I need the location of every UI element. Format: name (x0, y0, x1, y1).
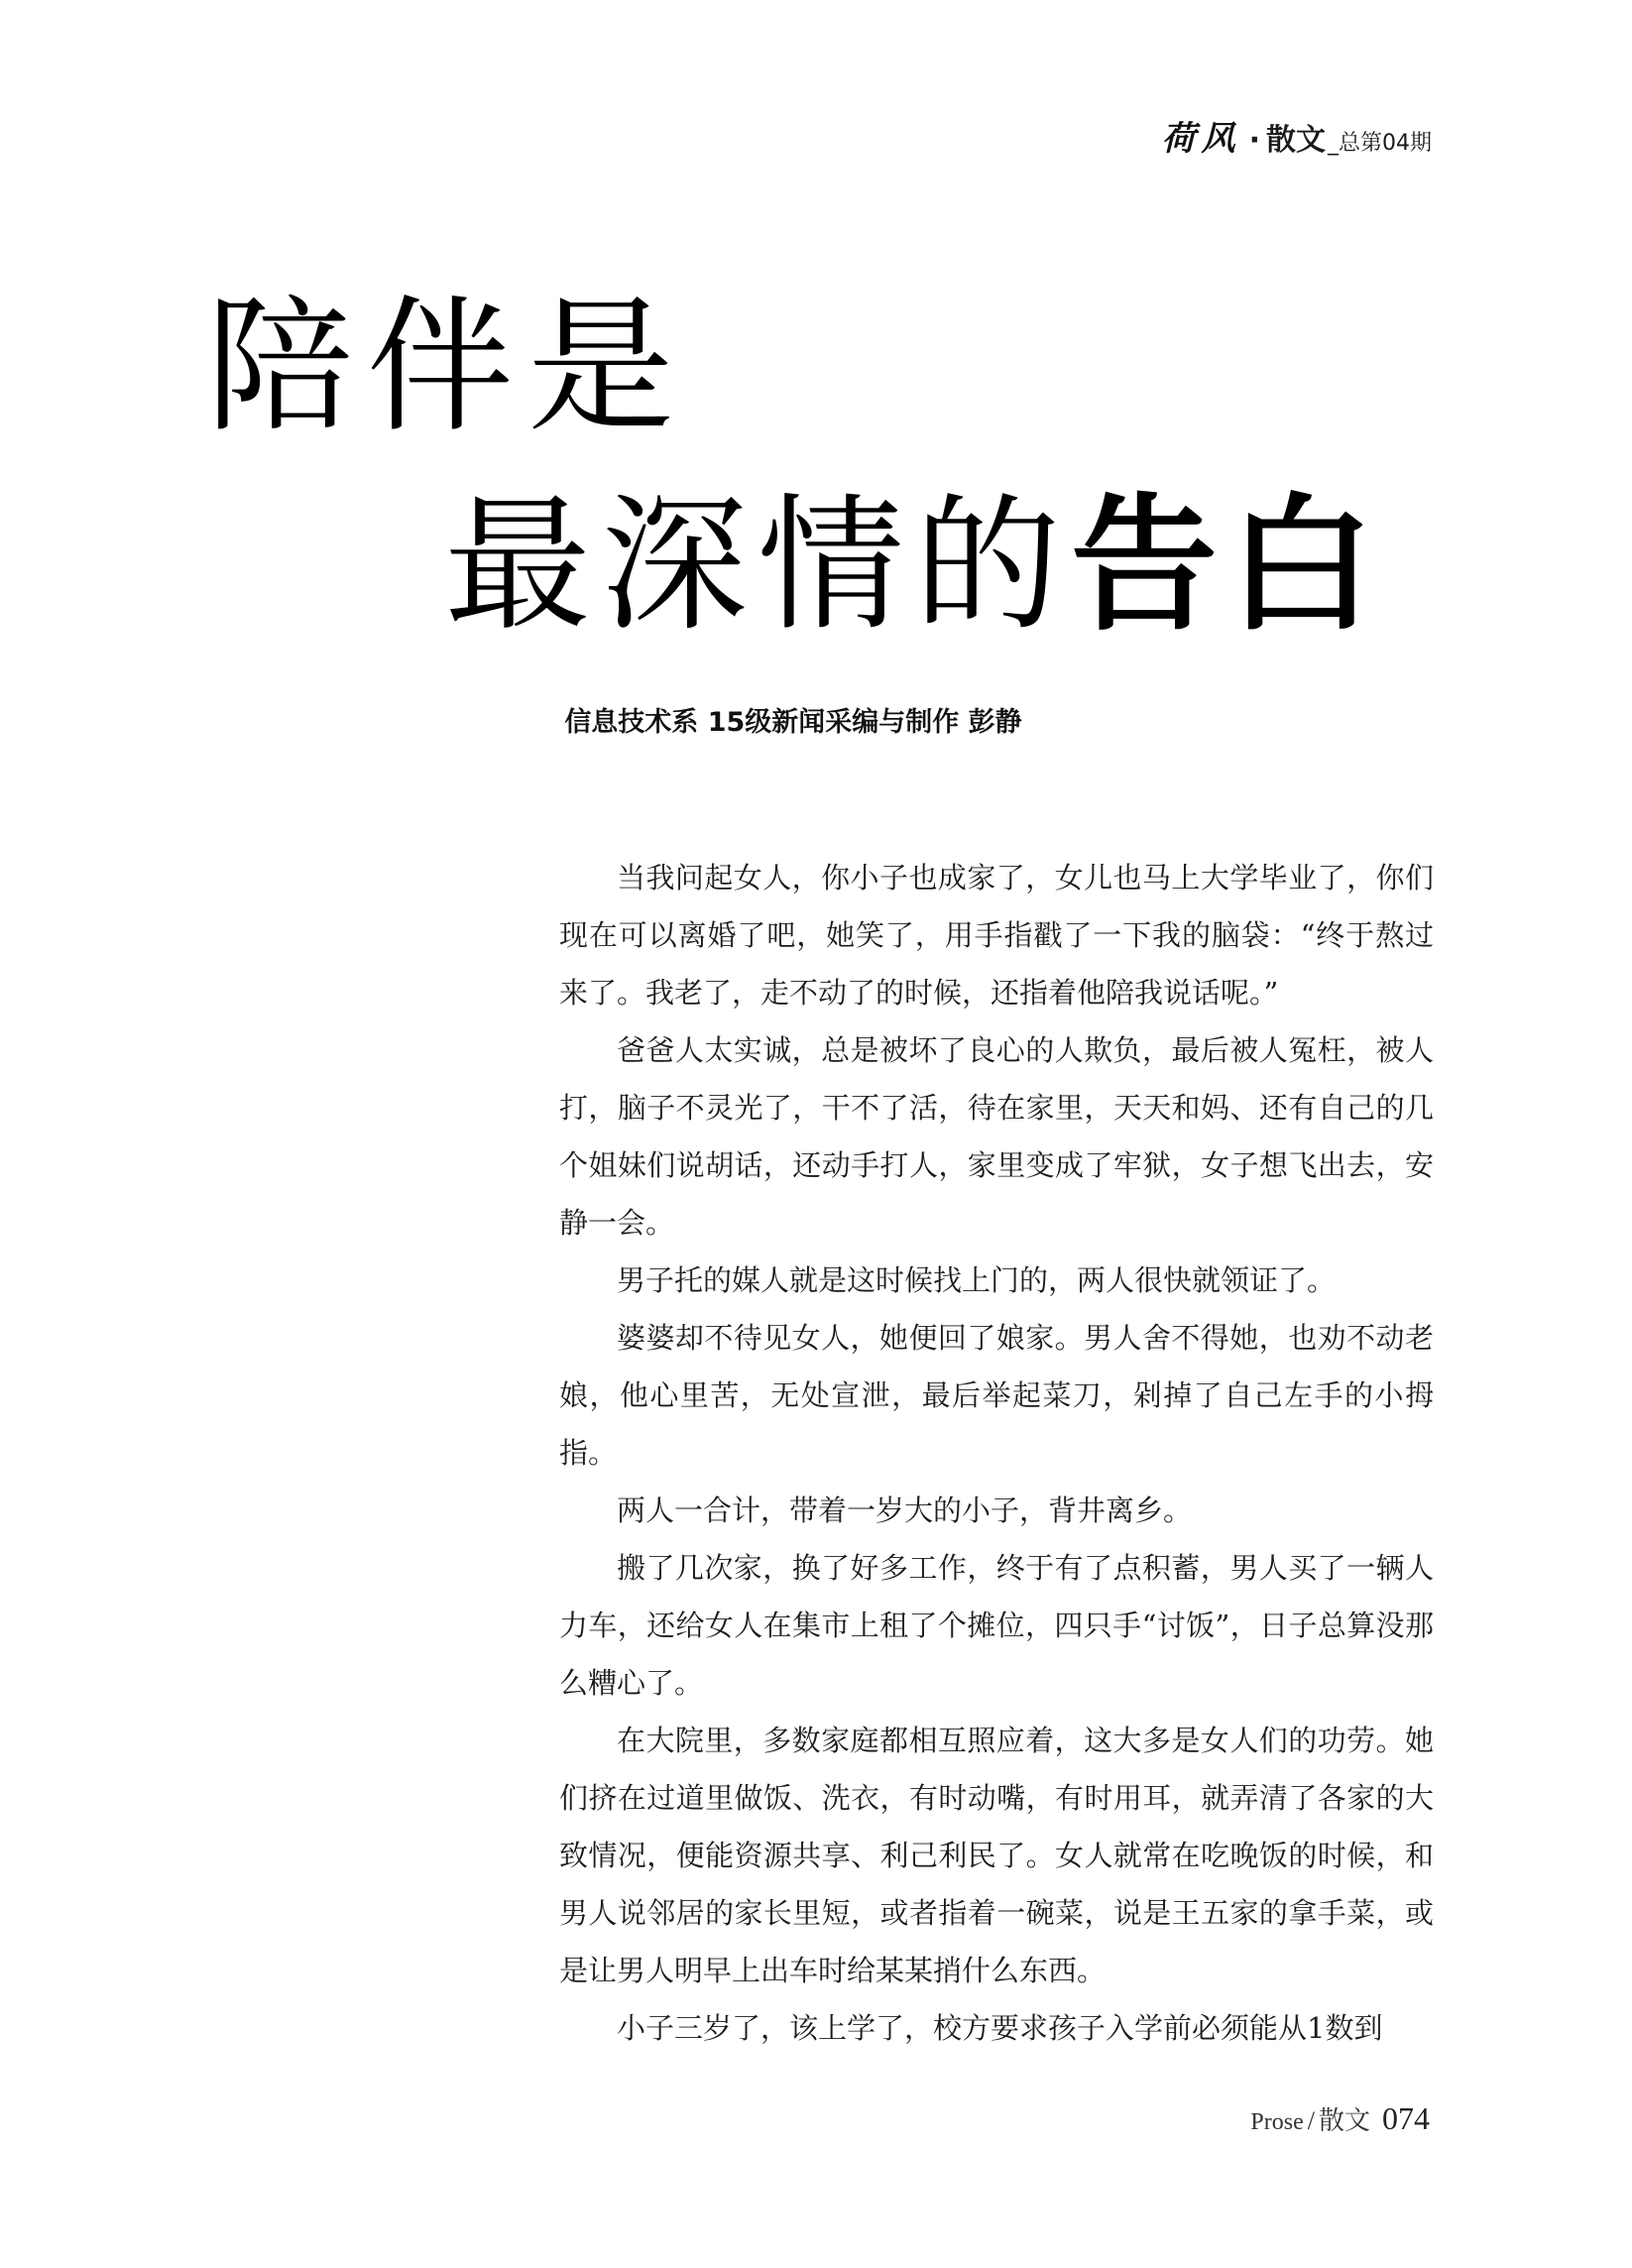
article-title-line-2-regular: 最深情的 (444, 480, 1071, 651)
paragraph: 当我问起女人，你小子也成家了，女儿也马上大学毕业了，你们现在可以离婚了吧，她笑了，用手指戳了一下我的脑袋：“终于熬过来了。我老了，走不动了的时候，还指着他陪我说话呢。” (559, 861, 1434, 1010)
paragraph: 小子三岁了，该上学了，校方要求孩子入学前必须能从1数到 (617, 2011, 1383, 2045)
footer-separator: / (1307, 2106, 1315, 2135)
footer-section-en: Prose (1250, 2109, 1304, 2135)
article-title-line-1: 陪伴是 (206, 282, 688, 452)
article-title-line-2-bold: 告白 (1071, 480, 1384, 651)
article-title-line-2 (444, 480, 1384, 651)
article-body (559, 849, 1434, 2057)
header-separator: · (1248, 123, 1260, 158)
footer-section-cn: 散文 (1318, 2106, 1370, 2135)
paragraph: 男子托的媒人就是这时候找上门的，两人很快就领证了。 (617, 1263, 1337, 1297)
running-header (1162, 111, 1432, 161)
paragraph: 爸爸人太实诚，总是被坏了良心的人欺负，最后被人冤枉，被人打，脑子不灵光了，干不了活，待在家里，天天和妈、还有自己的几个姐妹们说胡话，还动手打人，家里变成了牢狱，女子想飞出去，安静一会。 (559, 1033, 1434, 1240)
paragraph: 婆婆却不待见女人，她便回了娘家。男人舍不得她，也劝不动老娘，他心里苦，无处宣泄，最后举起菜刀，剁掉了自己左手的小拇指。 (559, 1321, 1434, 1470)
page-footer (1250, 2100, 1430, 2137)
paragraph: 搬了几次家，换了好多工作，终于有了点积蓄，男人买了一辆人力车，还给女人在集市上租了个摊位，四只手“讨饭”，日子总算没那么糟心了。 (559, 1551, 1434, 1700)
author-byline: 信息技术系 15级新闻采编与制作 彭静 (564, 707, 1022, 738)
section-name: 散文 (1266, 123, 1326, 158)
page-number: 074 (1382, 2100, 1430, 2136)
magazine-brand: 荷风 (1161, 119, 1241, 159)
issue-number: _总第04期 (1328, 131, 1432, 156)
paragraph: 两人一合计，带着一岁大的小子，背井离乡。 (617, 1493, 1193, 1527)
paragraph: 在大院里，多数家庭都相互照应着，这大多是女人们的功劳。她们挤在过道里做饭、洗衣，有时动嘴，有时用耳，就弄清了各家的大致情况，便能资源共享、利己利民了。女人就常在吃晚饭的时候，和男人说邻居的家长里短，或者指着一碗菜，说是王五家的拿手菜，或是让男人明早上出车时给某某捎什么东西。 (559, 1724, 1434, 1987)
